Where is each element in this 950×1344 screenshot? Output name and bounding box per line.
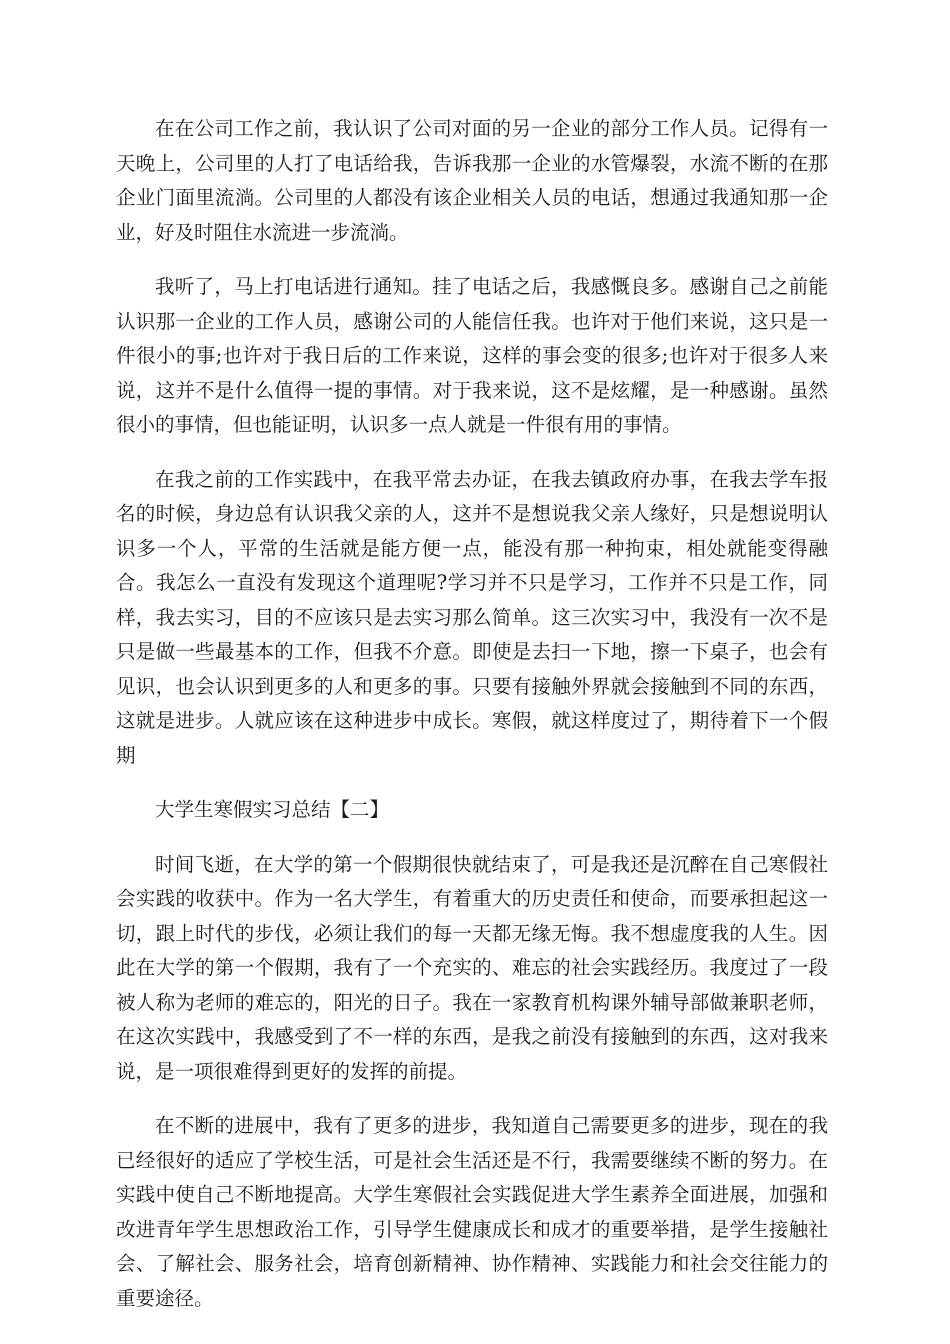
document-body <box>116 112 828 1336</box>
paragraph-5: 在不断的进展中，我有了更多的进步，我知道自己需要更多的进步，现在的我已经很好的适应了学校生活，可是社会生活还是不行，我需要继续不断的努力。在实践中使自己不断地提高。大学生寒假社会实践促进大学生素养全面进展，加强和改进青年学生思想政治工作，引导学生健康成长和成才的重要举措，是学生接触社会、了解社会、服务社会，培育创新精神、协作精神、实践能力和社会交往能力的重要途径。 <box>116 1114 828 1310</box>
paragraph-2: 我听了，马上打电话进行通知。挂了电话之后，我感慨良多。感谢自己之前能认识那一企业的工作人员，感谢公司的人能信任我。也许对于他们来说，这只是一件很小的事;也许对于我日后的工作来说，这样的事会变的很多;也许对于很多人来说，这并不是什么值得一提的事情。对于我来说，这不是炫耀，是一种感谢。虽然很小的事情，但也能证明，认识多一点人就是一件很有用的事情。 <box>116 275 828 436</box>
paragraph-1: 在在公司工作之前，我认识了公司对面的另一企业的部分工作人员。记得有一天晚上，公司里的人打了电话给我，告诉我那一企业的水管爆裂，水流不断的在那企业门面里流淌。公司里的人都没有该企业相关人员的电话，想通过我通知那一企业，好及时阻住水流进一步流淌。 <box>116 117 828 244</box>
paragraph-3: 在我之前的工作实践中，在我平常去办证，在我去镇政府办事，在我去学车报名的时候，身边总有认识我父亲的人，这并不是想说我父亲人缘好，只是想说明认识多一个人，平常的生活就是能方便一点，能没有那一种拘束，相处就能变得融合。我怎么一直没有发现这个道理呢?学习并不只是学习，工作并不只是工作，同样，我去实习，目的不应该只是去实习那么简单。这三次实习中，我没有一次不是只是做一些最基本的工作，但我不介意。即使是去扫一下地，擦一下桌子，也会有见识，也会认识到更多的人和更多的事。只要有接触外界就会接触到不同的东西，这就是进步。人就应该在这种进步中成长。寒假，就这样度过了，期待着下一个假期 <box>116 467 828 767</box>
paragraph-4: 时间飞逝，在大学的第一个假期很快就结束了，可是我还是沉醉在自己寒假社会实践的收获中。作为一名大学生，有着重大的历史责任和使命，而要承担起这一切，跟上时代的步伐，必须让我们的每一天都无缘无悔。我不想虚度我的人生。因此在大学的第一个假期，我有了一个充实的、难忘的社会实践经历。我度过了一段被人称为老师的难忘的，阳光的日子。我在一家教育机构课外辅导部做兼职老师，在这次实践中，我感受到了不一样的东西，是我之前没有接触到的东西，这对我来说，是一项很难得到更好的发挥的前提。 <box>116 852 828 1083</box>
section-heading: 大学生寒假实习总结【二】 <box>155 798 390 821</box>
